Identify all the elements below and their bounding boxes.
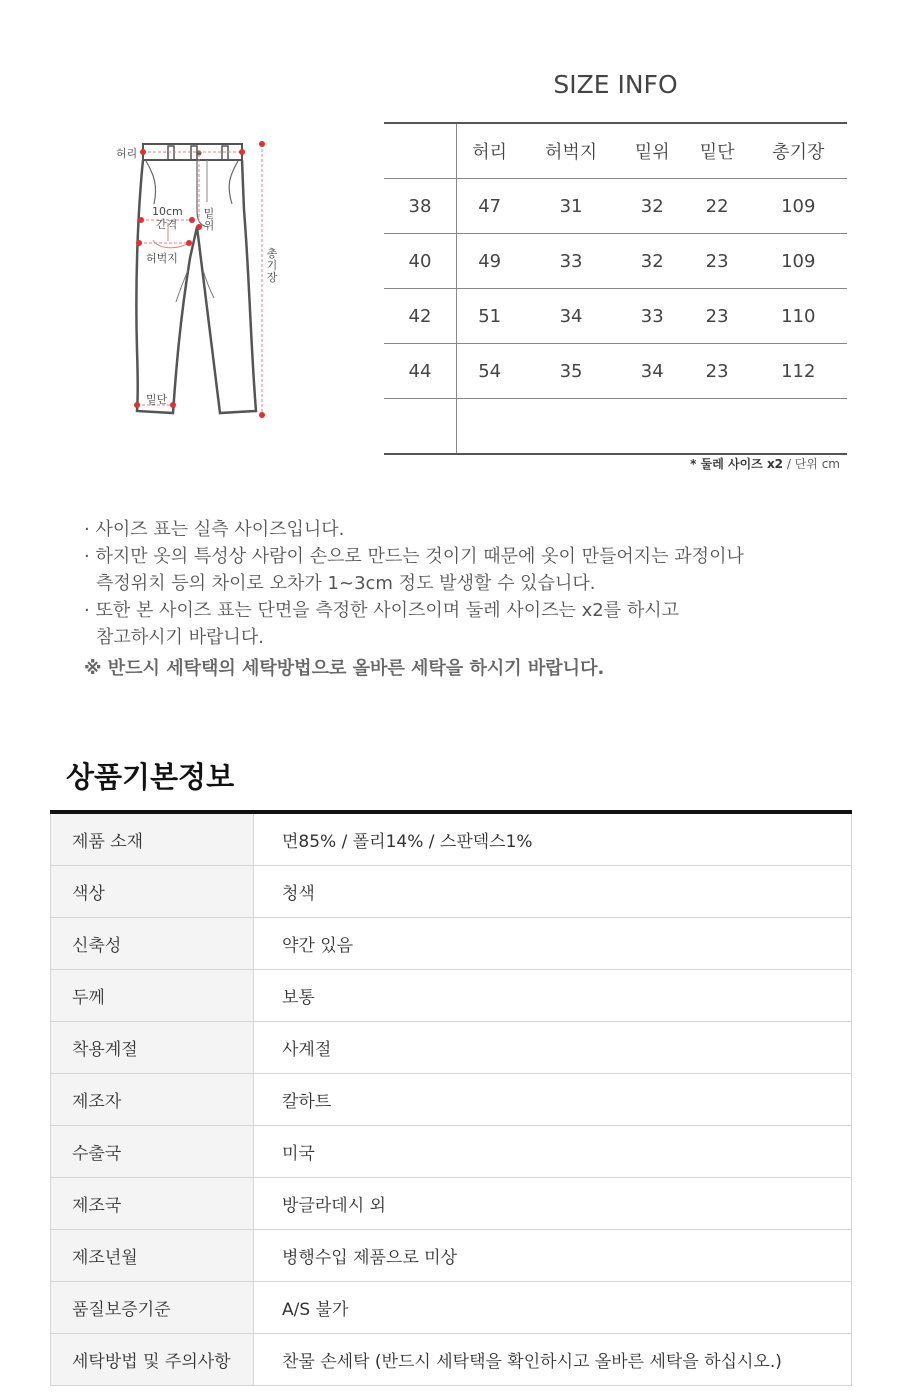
table-row [51, 918, 852, 970]
value-cell: 31 [522, 179, 619, 234]
value-cell: 49 [457, 234, 523, 289]
value-cell: 112 [750, 344, 847, 399]
info-label: 제조자 [51, 1074, 254, 1126]
header-length: 총기장 [750, 123, 847, 179]
size-cell: 38 [384, 179, 457, 234]
size-note-unit: / 단위 cm [783, 457, 840, 471]
table-row [51, 1230, 852, 1282]
table-row [51, 1178, 852, 1230]
thigh-gap-label-2: 간격 [156, 218, 178, 231]
table-row [384, 179, 847, 234]
pants-outline-illustration [110, 130, 290, 430]
table-row [51, 1022, 852, 1074]
value-cell: 33 [620, 289, 685, 344]
note-line: 측정위치 등의 차이로 오차가 1~3cm 정도 발생할 수 있습니다. [96, 573, 596, 594]
info-value: 보통 [254, 970, 852, 1022]
value-cell [522, 399, 619, 455]
pants-measurement-diagram [110, 130, 290, 430]
value-cell: 32 [620, 234, 685, 289]
size-cell [384, 399, 457, 455]
value-cell [685, 399, 750, 455]
info-label: 제조년월 [51, 1230, 254, 1282]
table-row [384, 234, 847, 289]
product-info-title: 상품기본정보 [66, 760, 235, 794]
value-cell: 23 [685, 344, 750, 399]
thigh-gap-label: 10cm [152, 205, 183, 218]
size-note [690, 455, 840, 472]
info-value: 약간 있음 [254, 918, 852, 970]
value-cell [457, 399, 523, 455]
header-waist: 허리 [457, 123, 523, 179]
table-row [51, 1282, 852, 1334]
info-label: 제조국 [51, 1178, 254, 1230]
info-value: 찬물 손세탁 (반드시 세탁택을 확인하시고 올바른 세탁을 하십시오.) [254, 1334, 852, 1386]
info-label: 제품 소재 [51, 812, 254, 866]
info-label: 신축성 [51, 918, 254, 970]
table-row [51, 812, 852, 866]
info-label: 두께 [51, 970, 254, 1022]
value-cell: 34 [620, 344, 685, 399]
size-info-title: SIZE INFO [553, 70, 678, 99]
table-row [51, 866, 852, 918]
table-row [384, 289, 847, 344]
info-value: 미국 [254, 1126, 852, 1178]
info-value: 사계절 [254, 1022, 852, 1074]
size-note-bold: * 둘레 사이즈 x2 [690, 457, 784, 471]
info-label: 색상 [51, 866, 254, 918]
info-label: 품질보증기준 [51, 1282, 254, 1334]
value-cell [750, 399, 847, 455]
value-cell: 109 [750, 234, 847, 289]
info-value: 청색 [254, 866, 852, 918]
size-cell: 44 [384, 344, 457, 399]
info-label: 수출국 [51, 1126, 254, 1178]
table-row [51, 970, 852, 1022]
header-hem: 밑단 [685, 123, 750, 179]
thigh-label: 허벅지 [146, 252, 178, 265]
note-line: · 사이즈 표는 실측 사이즈입니다. [84, 519, 345, 540]
value-cell: 35 [522, 344, 619, 399]
size-header-blank [384, 123, 457, 179]
table-row [51, 1334, 852, 1386]
washing-warning: ※ 반드시 세탁택의 세탁방법으로 올바른 세탁을 하시기 바랍니다. [84, 658, 605, 679]
header-rise: 밑위 [620, 123, 685, 179]
note-line: 참고하시기 바랍니다. [96, 627, 264, 648]
table-row [51, 1126, 852, 1178]
product-info-table [50, 810, 852, 1386]
info-value: 면85% / 폴리14% / 스판덱스1% [254, 812, 852, 866]
table-row [51, 1074, 852, 1126]
info-value: 방글라데시 외 [254, 1178, 852, 1230]
table-row [384, 344, 847, 399]
size-table [384, 122, 847, 455]
info-value: A/S 불가 [254, 1282, 852, 1334]
value-cell: 32 [620, 179, 685, 234]
rise-label: 밑위 [203, 207, 215, 232]
value-cell: 34 [522, 289, 619, 344]
value-cell: 23 [685, 289, 750, 344]
value-cell: 110 [750, 289, 847, 344]
value-cell: 54 [457, 344, 523, 399]
value-cell [620, 399, 685, 455]
info-label: 세탁방법 및 주의사항 [51, 1334, 254, 1386]
total-length-label: 총기장 [266, 247, 278, 284]
info-label: 착용계절 [51, 1022, 254, 1074]
table-row [384, 399, 847, 455]
size-cell: 40 [384, 234, 457, 289]
value-cell: 22 [685, 179, 750, 234]
size-notes [84, 516, 744, 682]
size-table-header-row [384, 123, 847, 179]
note-line: · 하지만 옷의 특성상 사람이 손으로 만드는 것이기 때문에 옷이 만들어지는 과정이나 [84, 546, 744, 567]
value-cell: 33 [522, 234, 619, 289]
note-line: · 또한 본 사이즈 표는 단면을 측정한 사이즈이며 둘레 사이즈는 x2를 하시고 [84, 600, 680, 621]
info-value: 병행수입 제품으로 미상 [254, 1230, 852, 1282]
size-cell: 42 [384, 289, 457, 344]
value-cell: 51 [457, 289, 523, 344]
value-cell: 47 [457, 179, 523, 234]
waist-label: 허리 [116, 147, 138, 160]
value-cell: 109 [750, 179, 847, 234]
info-value: 칼하트 [254, 1074, 852, 1126]
value-cell: 23 [685, 234, 750, 289]
header-thigh: 허벅지 [522, 123, 619, 179]
hem-label: 밑단 [146, 393, 168, 406]
